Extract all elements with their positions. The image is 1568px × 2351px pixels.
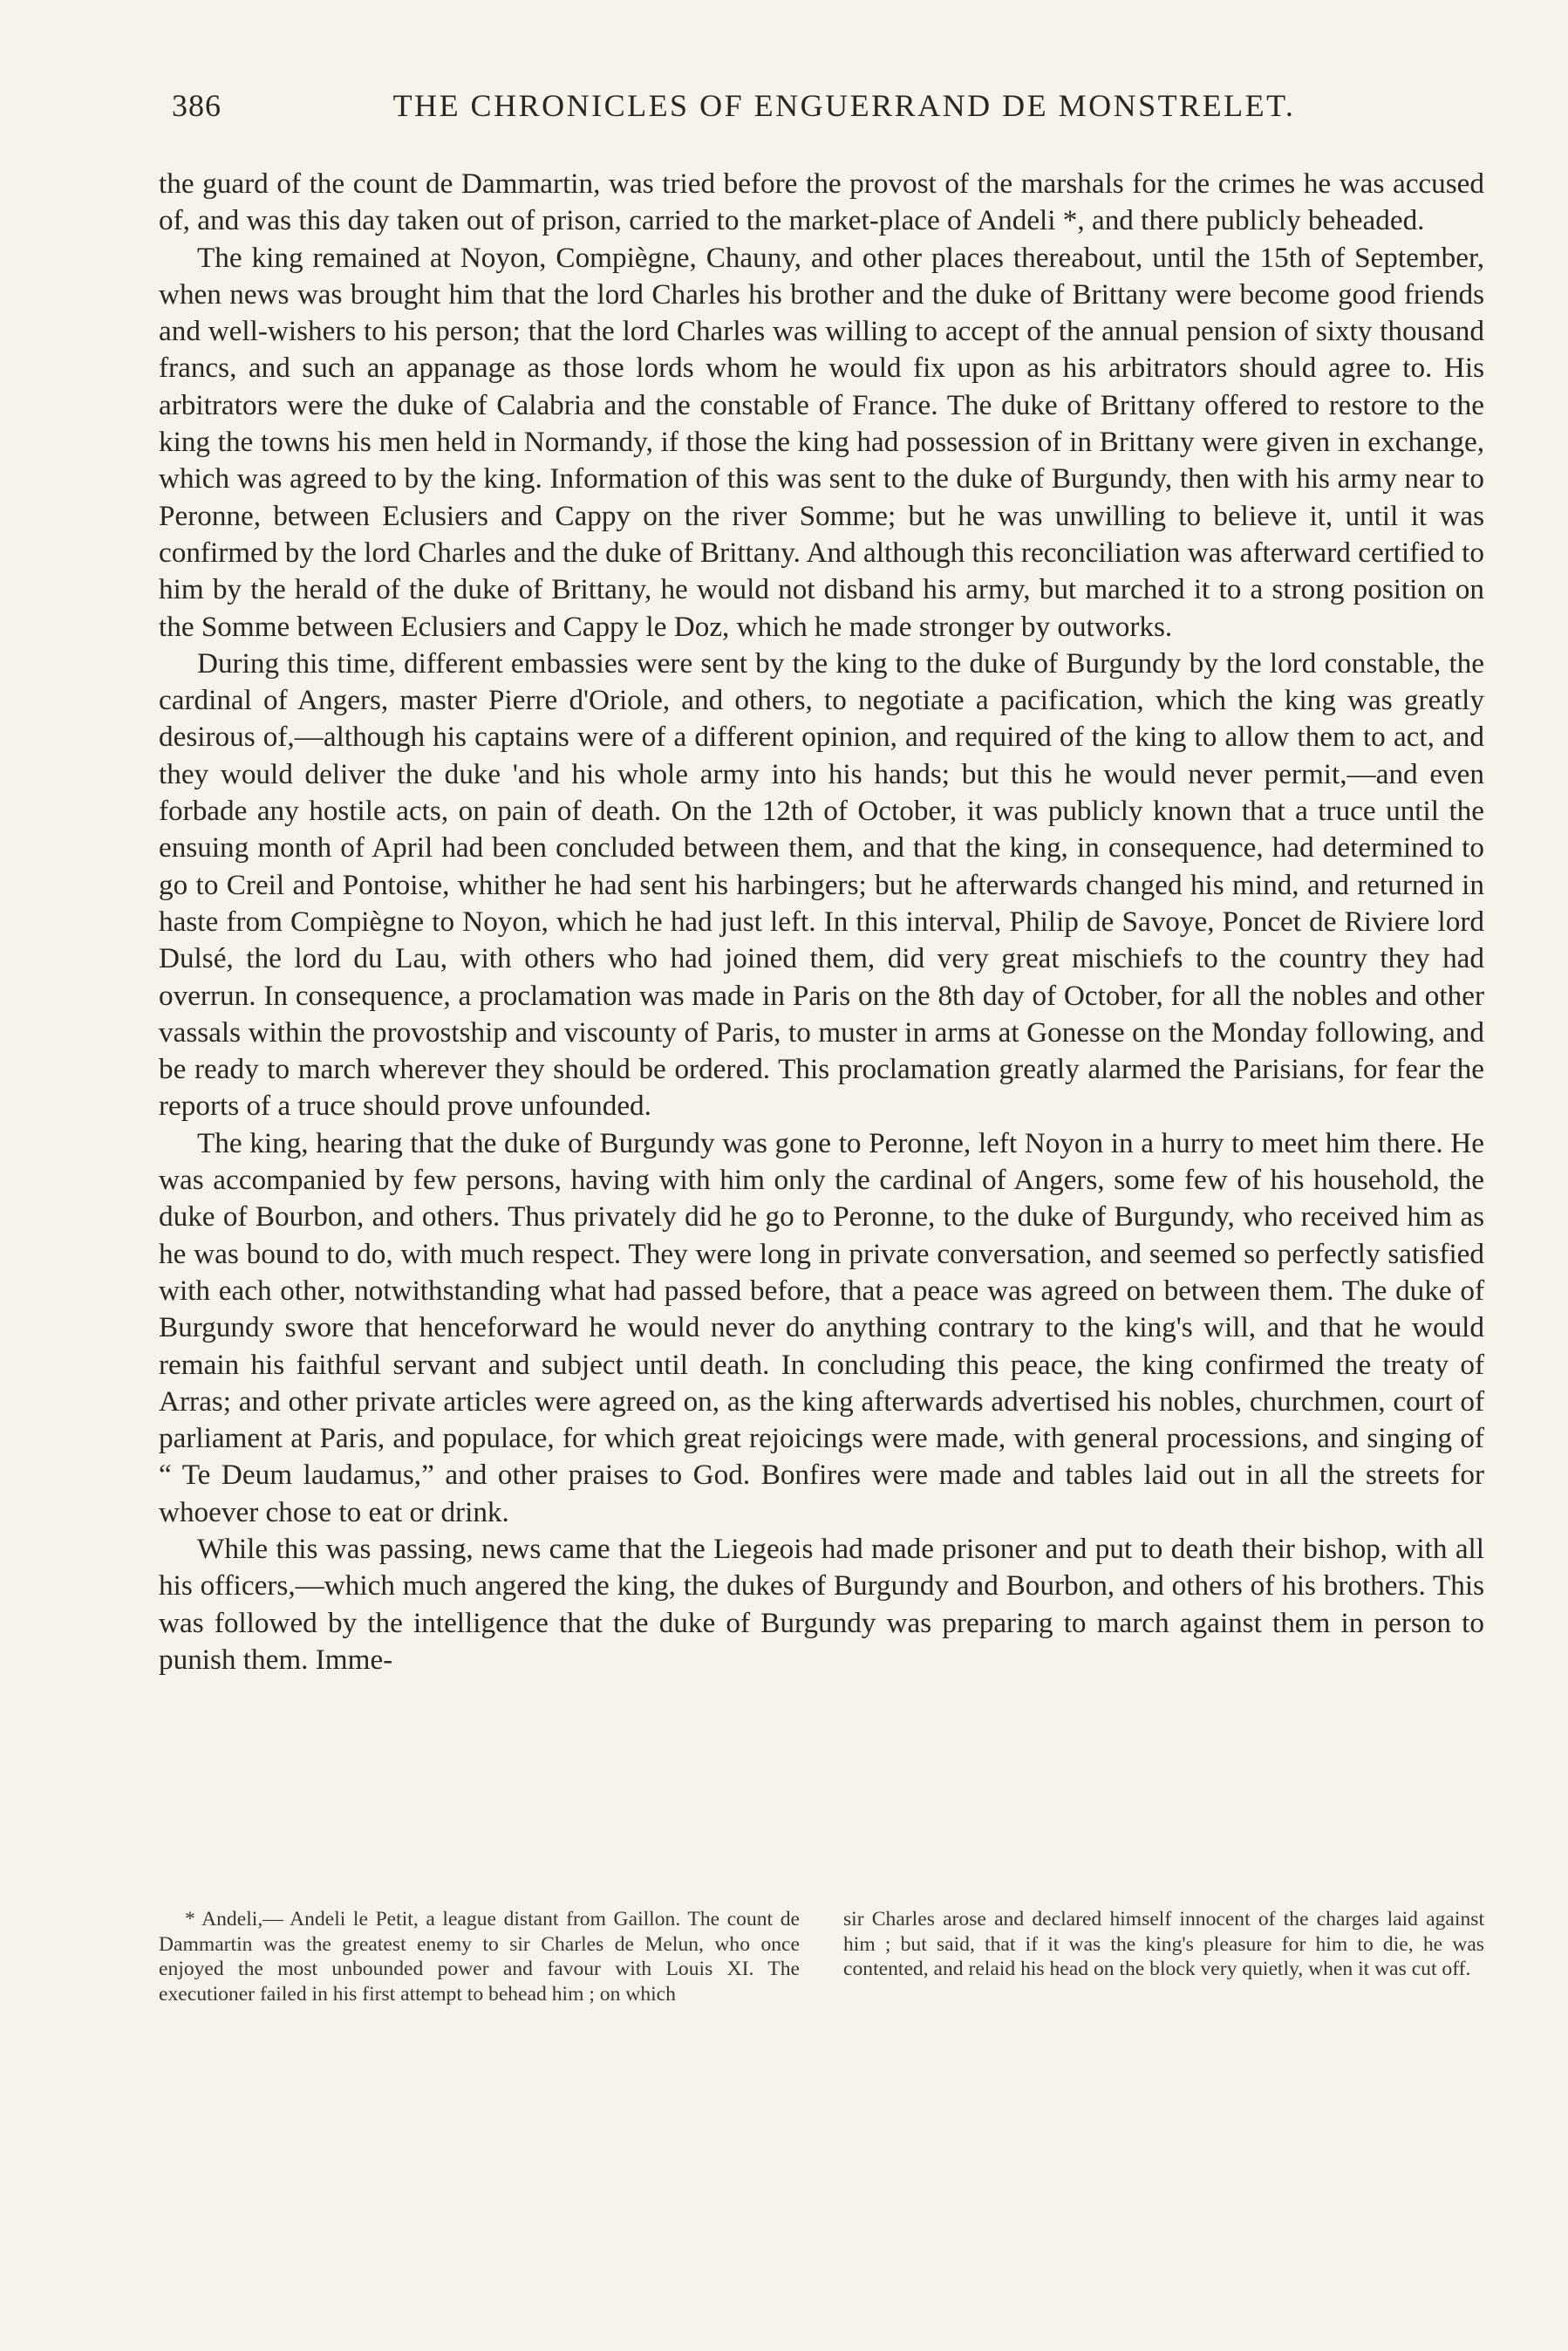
paragraph: The king, hearing that the duke of Burgundy was gone to Peronne, left Noyon in a hurry to meet him there. He was accompanied by few persons, having with him only the cardinal of Angers, some few of his household, the duke of Bourbon, and others. Thus privately did he go to Peronne, to the duke of Burgundy, who received him as he was bound to do, with much respect. They were long in private conversation, and seemed so perfectly satisfied with each other, notwithstanding what had passed before, that a peace was agreed on between them. The duke of Burgundy swore that henceforward he would never do anything contrary to the king's will, and that he would remain his faithful servant and subject until death. In concluding this peace, the king confirmed the treaty of Arras; and other private articles were agreed on, as the king afterwards advertised his nobles, churchmen, court of parliament at Paris, and populace, for which great rejoicings were made, with general processions, and singing of “ Te Deum laudamus,” and other praises to God. Bonfires were made and tables laid out in all the streets for whoever chose to eat or drink. [159,1126,1484,1528]
page-number: 386 [172,88,222,123]
paragraph: While this was passing, news came that the Liegeois had made prisoner and put to death their bishop, with all his officers,—which much angered the king, the dukes of Burgundy and Bourbon, and others of his brothers. This was followed by the intelligence that the duke of Burgundy was preparing to march against them in person to punish them. Imme- [159,1532,1484,1676]
main-text [159,166,1484,1678]
page-header [172,87,1482,140]
footnotes [159,1907,1484,2006]
paragraph: The king remained at Noyon, Compiègne, Chauny, and other places thereabout, until the 15th of September, when news was brought him that the lord Charles his brother and the duke of Brittany were become good friends and well-wishers to his person; that the lord Charles was willing to accept of the annual pension of sixty thousand francs, and such an appanage as those lords whom he would fix upon as his arbitrators should agree to. His arbitrators were the duke of Calabria and the constable of France. The duke of Brittany offered to restore to the king the towns his men held in Normandy, if those the king had possession of in Brittany were given in exchange, which was agreed to by the king. Information of this was sent to the duke of Burgundy, then with his army near to Peronne, between Eclusiers and Cappy on the river Somme; but he was unwilling to believe it, until it was confirmed by the lord Charles and the duke of Brittany. And although this reconciliation was afterward certified to him by the herald of the duke of Brittany, he would not disband his army, but marched it to a strong position on the Somme between Eclusiers and Cappy le Doz, which he made stronger by outworks. [159,241,1484,643]
running-title: THE CHRONICLES OF ENGUERRAND DE MONSTRELET. [392,88,1296,123]
paragraph: During this time, different embassies were sent by the king to the duke of Burgundy by the lord constable, the cardinal of Angers, master Pierre d'Oriole, and others, to negotiate a pacification, which the king was greatly desirous of,—although his captains were of a different opinion, and required of the king to allow them to act, and they would deliver the duke 'and his whole army into his hands; but this he would never permit,—and even forbade any hostile acts, on pain of death. On the 12th of October, it was publicly known that a truce until the ensuing month of April had been concluded between them, and that the king, in consequence, had determined to go to Creil and Pontoise, whither he had sent his harbingers; but he afterwards changed his mind, and returned in haste from Compiègne to Noyon, which he had just left. In this interval, Philip de Savoye, Poncet de Riviere lord Dulsé, the lord du Lau, with others who had joined them, did very great mischiefs to the country they had overrun. In consequence, a proclamation was made in Paris on the 8th day of October, for all the nobles and other vassals within the provostship and viscounty of Paris, to muster in arms at Gonesse on the Monday following, and be ready to march wherever they should be ordered. This proclamation greatly alarmed the Parisians, for fear the reports of a truce should prove unfounded. [159,646,1484,1123]
footnote-text: sir Charles arose and declared himself innocent of the charges laid against him ; but said, that if it was the king's pleasure for him to die, he was contented, and relaid his head on the block very quietly, when it was cut off. [843,1908,1484,1981]
footnote-column-left [159,1907,800,2006]
footnote-text: * Andeli,— Andeli le Petit, a league distant from Gaillon. The count de Dammartin was the greatest enemy to sir Charles de Melun, who once enjoyed the most unbounded power and favour with Louis XI. The executioner failed in his first attempt to behead him ; on which [159,1908,800,2006]
footnote-column-right [843,1907,1484,2006]
paragraph: the guard of the count de Dammartin, was tried before the provost of the marshals for the crimes he was accused of, and was this day taken out of prison, carried to the market-place of Andeli *, and there publicly beheaded. [159,167,1484,237]
